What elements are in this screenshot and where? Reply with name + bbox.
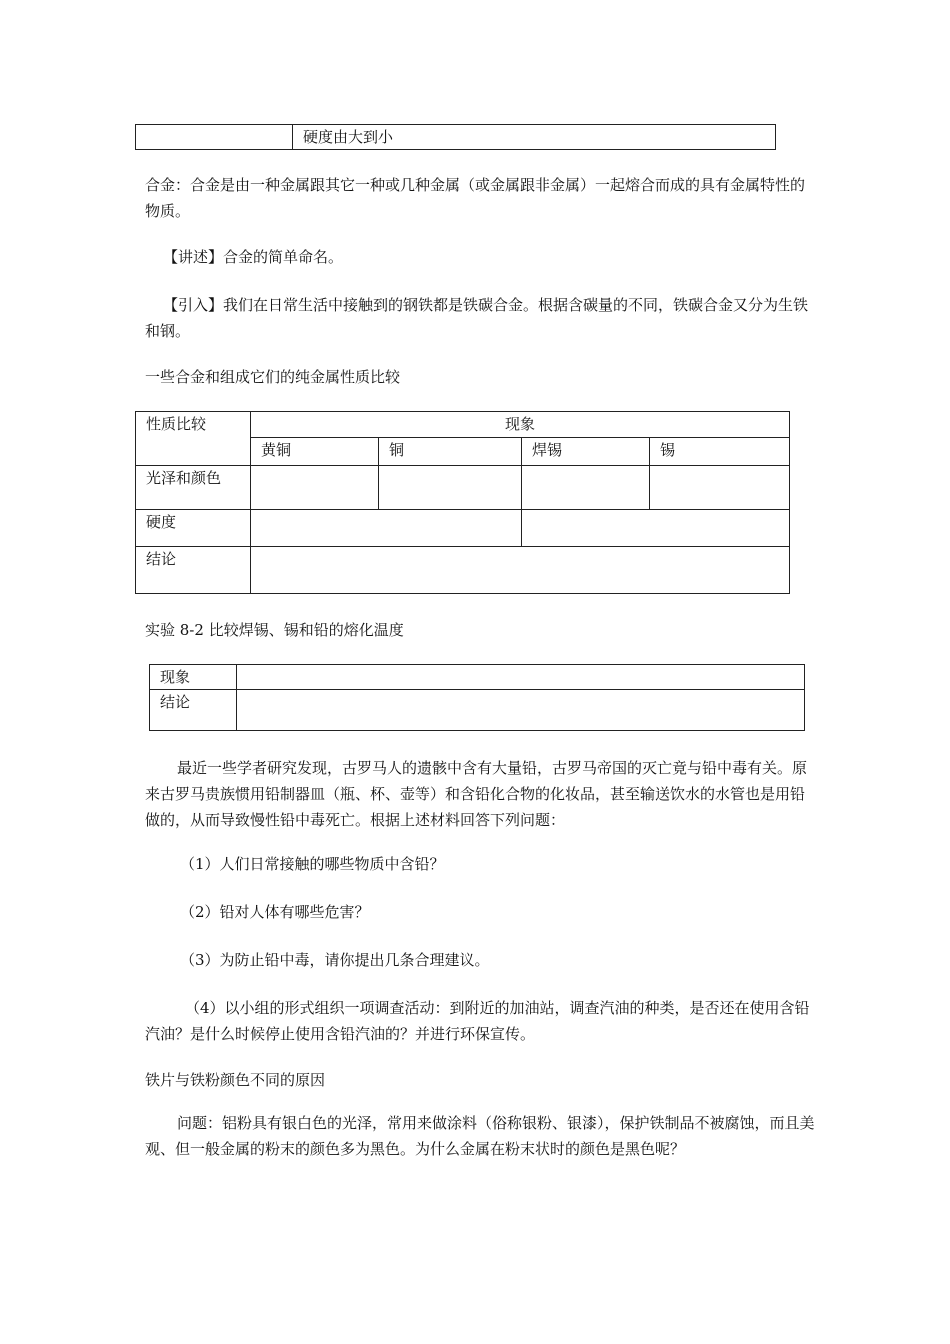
cell-hardness-solder-tin [522, 510, 790, 547]
comparison-table [135, 411, 790, 594]
iron-passage: 问题：铝粉具有银白色的光泽，常用来做涂料（俗称银粉、银漆），保护铁制品不被腐蚀，而且美观、但一般金属的粉末的颜色多为黑色。为什么金属在粉末状时的颜色是黑色呢？ [145, 1114, 815, 1158]
introduction: 【引入】我们在日常生活中接触到的钢铁都是铁碳合金。根据含碳量的不同，铁碳合金又分为生铁和钢。 [145, 296, 809, 340]
metal-header-solder: 焊锡 [522, 438, 650, 466]
iron-title: 铁片与铁粉颜色不同的原因 [145, 1071, 326, 1089]
phenomenon-header: 现象 [251, 412, 790, 438]
row-label-hardness: 硬度 [136, 510, 251, 547]
experiment-title: 实验 8-2 比较焊锡、锡和铅的熔化温度 [145, 621, 404, 639]
corner-cell: 性质比较 [136, 412, 251, 466]
cell-luster-tin [650, 466, 790, 510]
hardness-table [135, 124, 776, 150]
alloy-definition: 合金：合金是由一种金属跟其它一种或几种金属（或金属跟非金属）一起熔合而成的具有金属特性的物质。 [145, 176, 806, 220]
cell-luster-copper [379, 466, 522, 510]
lead-passage: 最近一些学者研究发现，古罗马人的遗骸中含有大量铅，古罗马帝国的灭亡竟与铅中毒有关。原来古罗马贵族惯用铅制器皿（瓶、杯、壶等）和含铅化合物的化妆品，甚至输送饮水的水管也是用铅做的，从而导致慢性铅中毒死亡。根据上述材料回答下列问题： [145, 759, 808, 829]
row-label-luster: 光泽和颜色 [136, 466, 251, 510]
experiment-cell-phenomenon [237, 665, 805, 690]
question-1: （1）人们日常接触的哪些物质中含铅？ [180, 855, 445, 873]
experiment-row-conclusion: 结论 [150, 690, 237, 731]
question-3: （3）为防止铅中毒，请你提出几条合理建议。 [180, 951, 490, 969]
experiment-table [149, 664, 805, 731]
lecture-note: 【讲述】合金的简单命名。 [163, 248, 344, 266]
cell-luster-brass [251, 466, 379, 510]
question-2: （2）铅对人体有哪些危害？ [180, 903, 370, 921]
comparison-title: 一些合金和组成它们的纯金属性质比较 [145, 368, 401, 386]
metal-header-brass: 黄铜 [251, 438, 379, 466]
metal-header-copper: 铜 [379, 438, 522, 466]
hardness-text-cell: 硬度由大到小 [293, 125, 776, 150]
row-label-conclusion: 结论 [136, 547, 251, 594]
metal-header-tin: 锡 [650, 438, 790, 466]
cell-conclusion [251, 547, 790, 594]
experiment-cell-conclusion [237, 690, 805, 731]
question-4: （4）以小组的形式组织一项调查活动：到附近的加油站，调查汽油的种类，是否还在使用含铅汽油？是什么时候停止使用含铅汽油的？并进行环保宣传。 [145, 999, 810, 1043]
experiment-row-phenomenon: 现象 [150, 665, 237, 690]
cell-luster-solder [522, 466, 650, 510]
cell-hardness-brass-copper [251, 510, 522, 547]
hardness-label-cell [136, 125, 293, 150]
